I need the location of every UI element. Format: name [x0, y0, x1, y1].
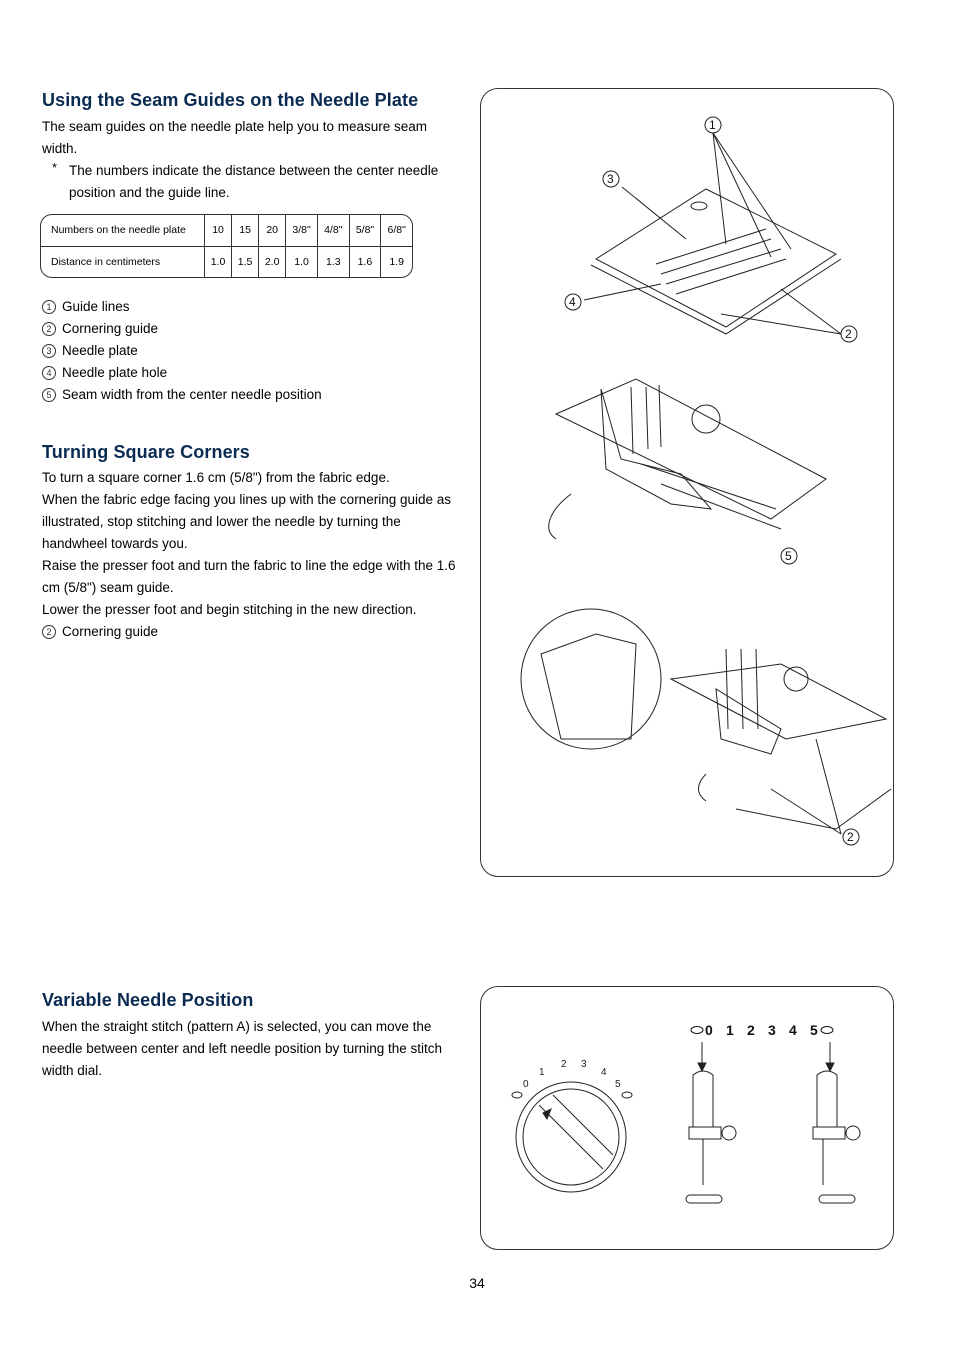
section-title-square-corners: Turning Square Corners [42, 442, 250, 462]
table-row-label: Distance in centimeters [51, 255, 161, 268]
legend-item [42, 296, 462, 318]
table-cell: 3/8" [286, 215, 318, 246]
callout-4: 4 [569, 295, 576, 309]
stitch-width-dial [512, 1082, 632, 1192]
table-cell: 2.0 [259, 246, 286, 277]
table-cell: 1.5 [232, 246, 259, 277]
guide-lines-shape [656, 229, 786, 294]
legend-item [42, 318, 462, 340]
presser-foot-shape [601, 389, 711, 509]
legend-item [42, 384, 462, 406]
section-title-needle-position: Variable Needle Position [42, 990, 254, 1010]
needle-position-scale [691, 1022, 833, 1038]
legend-text: Seam width from the center needle position [62, 387, 322, 402]
note-asterisk: * [52, 160, 58, 175]
svg-text:2: 2 [561, 1059, 567, 1070]
section-title-seam-guides: Using the Seam Guides on the Needle Plate [42, 90, 419, 110]
needle-bar-shape [726, 649, 758, 729]
callout-number: 3 [42, 344, 56, 358]
needle-position-text: When the straight stitch (pattern A) is selected, you can move the needle between center and left needle position by turning the stitch width dial. [42, 1019, 443, 1078]
detail-plate-shape [541, 634, 636, 739]
table-cell: 20 [259, 215, 286, 246]
leader-line [622, 187, 686, 239]
scale-number: 2 [747, 1022, 755, 1038]
svg-text:0: 0 [523, 1079, 529, 1090]
table-cell: 1.9 [381, 246, 412, 277]
leader-line [713, 133, 771, 257]
callout-5: 5 [785, 549, 792, 563]
detail-circle [521, 609, 661, 749]
callout-2: 2 [845, 327, 852, 341]
svg-text:1: 1 [539, 1067, 545, 1078]
fabric-shape [556, 379, 826, 519]
needle-plate-shape [596, 189, 836, 327]
seam-guides-intro: The seam guides on the needle plate help you to measure seam width. [42, 119, 427, 156]
scale-number: 4 [789, 1022, 797, 1038]
table-cell: 5/8" [349, 215, 381, 246]
scale-number: 5 [810, 1022, 818, 1038]
presser-knob-shape [692, 405, 720, 433]
legend-text: Needle plate hole [62, 365, 168, 380]
table-cell: 4/8" [317, 215, 349, 246]
legend-text: Needle plate [62, 343, 138, 358]
scale-number: 1 [726, 1022, 734, 1038]
table-row-label: Numbers on the needle plate [41, 215, 205, 246]
square-corners-body [42, 467, 462, 643]
figure-needle-position-box [480, 986, 894, 1250]
needle-bar-shape [631, 385, 661, 454]
hand-shape [549, 494, 571, 539]
table-cell: 6/8" [381, 215, 412, 246]
legend-item [42, 340, 462, 362]
cornering-guide-shape [736, 789, 891, 829]
table-cell: 1.3 [317, 246, 349, 277]
callout-number: 5 [42, 388, 56, 402]
figure-seam-guides-illustration [481, 89, 893, 876]
paragraph: Raise the presser foot and turn the fabric to line the edge with the 1.6 cm (5/8") seam guide. [42, 558, 456, 595]
note-text: The numbers indicate the distance between the center needle position and the guide line. [69, 163, 439, 200]
legend-item [42, 362, 462, 384]
figure-needle-position-illustration [481, 987, 893, 1249]
svg-text:3: 3 [581, 1059, 587, 1070]
needle-plate-edge [591, 259, 841, 334]
dial-numbers [523, 1059, 621, 1090]
table-row [41, 246, 412, 277]
callout-number: 2 [42, 322, 56, 336]
leader-line [584, 284, 661, 300]
callout-3: 3 [607, 172, 614, 186]
legend-item [42, 621, 462, 643]
figure-seam-guides-box [480, 88, 894, 877]
scale-number: 0 [705, 1022, 713, 1038]
table-cell: 1.0 [286, 246, 318, 277]
page-number: 34 [469, 1275, 485, 1291]
table-cell: 1.6 [349, 246, 381, 277]
table-cell: 1.0 [205, 246, 232, 277]
seam-guide-table [40, 214, 413, 278]
scale-number: 3 [768, 1022, 776, 1038]
leader-line [721, 314, 841, 334]
table-cell: 10 [205, 215, 232, 246]
callout-number: 2 [42, 625, 56, 639]
legend-text: Cornering guide [62, 321, 159, 336]
paragraph: Lower the presser foot and begin stitching in the new direction. [42, 602, 417, 617]
needle-plate-screw [691, 202, 707, 210]
presser-knob-shape [784, 667, 808, 691]
legend-text: Guide lines [62, 299, 130, 314]
legend-text: Cornering guide [62, 624, 159, 639]
guide-line-scene [641, 464, 781, 529]
paragraph: When the fabric edge facing you lines up with the cornering guide as illustrated, stop stitching and lower the needle by turning the handwheel towards you. [42, 492, 452, 551]
leader-line [781, 289, 841, 334]
needle-left-position [813, 1042, 860, 1203]
paragraph: To turn a square corner 1.6 cm (5/8") from the fabric edge. [42, 470, 390, 485]
seam-guides-legend [42, 296, 462, 406]
turn-arrow-shape [699, 774, 707, 801]
callout-number: 4 [42, 366, 56, 380]
table-cell: 15 [232, 215, 259, 246]
callout-2b: 2 [847, 830, 854, 844]
needle-center-position [686, 1042, 736, 1203]
presser-foot-shape [716, 689, 781, 754]
svg-text:5: 5 [615, 1079, 621, 1090]
callout-1: 1 [709, 118, 716, 132]
table-row [41, 215, 412, 246]
callout-number: 1 [42, 300, 56, 314]
svg-text:4: 4 [601, 1067, 607, 1078]
